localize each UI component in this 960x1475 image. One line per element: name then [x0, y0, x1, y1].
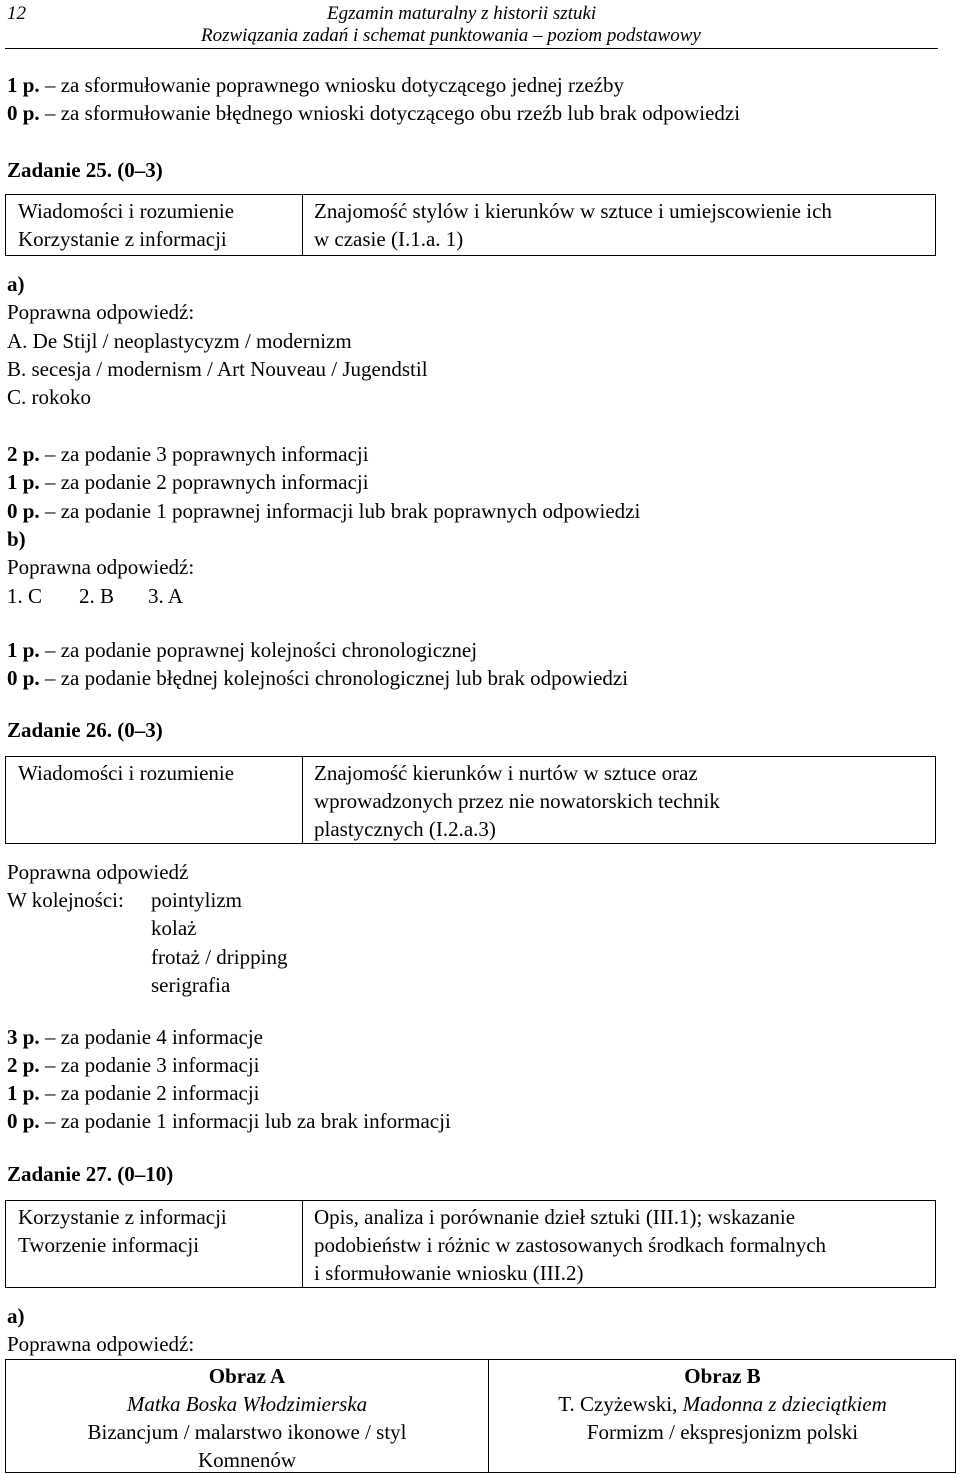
artwork-style: Komnenów	[198, 1448, 296, 1472]
answer-label: Poprawna odpowiedź:	[7, 1332, 195, 1356]
scoring-line: 0 p. – za podanie błędnej kolejności chronologicznej lub brak odpowiedzi	[7, 666, 629, 690]
answer-item: frotaż / dripping	[151, 945, 288, 969]
order-label: W kolejności:	[7, 888, 124, 912]
task-title: Zadanie 27. (0–10)	[7, 1162, 174, 1186]
answer-item: A. De Stijl / neoplastycyzm / modernizm	[7, 329, 352, 353]
scoring-line: 0 p. – za podanie 1 informacji lub za brak informacji	[7, 1109, 451, 1133]
answer-label: Poprawna odpowiedź	[7, 860, 189, 884]
part-label: b)	[7, 527, 26, 551]
scoring-line: 1 p. – za podanie poprawnej kolejności chronologicznej	[7, 638, 478, 662]
task-title: Zadanie 26. (0–3)	[7, 718, 163, 742]
skills-cell: Wiadomości i rozumienie Korzystanie z informacji	[18, 199, 235, 251]
page-number: 12	[7, 3, 26, 24]
answer-table	[5, 1359, 956, 1473]
scoring-line: 0 p. – za sformułowanie błędnego wnioski dotyczącego obu rzeźb lub brak odpowiedzi	[7, 101, 741, 125]
cell-divider	[302, 195, 303, 255]
answer-label: Poprawna odpowiedź:	[7, 555, 195, 579]
part-label: a)	[7, 272, 25, 296]
requirement-cell: Znajomość stylów i kierunków w sztuce i umiejscowienie ich w czasie (I.1.a. 1)	[314, 199, 832, 251]
scoring-line: 2 p. – za podanie 3 informacji	[7, 1053, 260, 1077]
answer-item: pointylizm	[151, 888, 242, 912]
artwork-title: Matka Boska Włodzimierska	[126, 1392, 368, 1416]
table-column-b	[490, 1362, 955, 1446]
table-header: Obraz A	[208, 1364, 286, 1388]
answer-item: C. rokoko	[7, 385, 91, 409]
requirements-box	[5, 194, 936, 256]
answer-item: kolaż	[151, 916, 197, 940]
header-subtitle: Rozwiązania zadań i schemat punktowania – poziom podstawowy	[201, 25, 701, 46]
table-column-a	[6, 1362, 488, 1474]
header-rule	[5, 48, 938, 49]
scoring-line: 1 p. – za sformułowanie poprawnego wniosku dotyczącego jednej rzeźby	[7, 73, 624, 97]
column-divider	[488, 1360, 489, 1472]
answer-item: B. secesja / modernism / Art Nouveau / Jugendstil	[7, 357, 428, 381]
artwork-style: Bizancjum / malarstwo ikonowe / styl	[87, 1420, 407, 1444]
scoring-line: 1 p. – za podanie 2 poprawnych informacji	[7, 470, 369, 494]
requirement-cell: Opis, analiza i porównanie dzieł sztuki (III.1); wskazanie podobieństw i różnic w zastosowanych środkach formalnych i sformułowanie wniosku (III.2)	[314, 1205, 827, 1285]
cell-divider	[302, 757, 303, 843]
task-title: Zadanie 25. (0–3)	[7, 158, 163, 182]
artwork-author-title: T. Czyżewski, Madonna z dzieciątkiem	[558, 1392, 887, 1416]
artwork-style: Formizm / ekspresjonizm polski	[586, 1420, 859, 1444]
header-title: Egzamin maturalny z historii sztuki	[327, 3, 597, 24]
part-label: a)	[7, 1304, 25, 1328]
answer-item: 1. C	[7, 584, 43, 608]
requirement-cell: Znajomość kierunków i nurtów w sztuce oraz wprowadzonych przez nie nowatorskich technik plastycznych (I.2.a.3)	[314, 761, 720, 841]
table-header: Obraz B	[684, 1364, 761, 1388]
answer-item: 2. B	[79, 584, 115, 608]
requirements-box	[5, 756, 936, 844]
skills-cell: Korzystanie z informacji Tworzenie informacji	[18, 1205, 227, 1257]
scoring-line: 2 p. – za podanie 3 poprawnych informacji	[7, 442, 369, 466]
scoring-line: 0 p. – za podanie 1 poprawnej informacji lub brak poprawnych odpowiedzi	[7, 499, 641, 523]
answer-label: Poprawna odpowiedź:	[7, 300, 195, 324]
cell-divider	[302, 1201, 303, 1287]
answer-item: 3. A	[148, 584, 184, 608]
answer-item: serigrafia	[151, 973, 231, 997]
skills-cell: Wiadomości i rozumienie	[18, 761, 235, 785]
scoring-line: 1 p. – za podanie 2 informacji	[7, 1081, 260, 1105]
scoring-line: 3 p. – za podanie 4 informacje	[7, 1025, 264, 1049]
requirements-box	[5, 1200, 936, 1288]
